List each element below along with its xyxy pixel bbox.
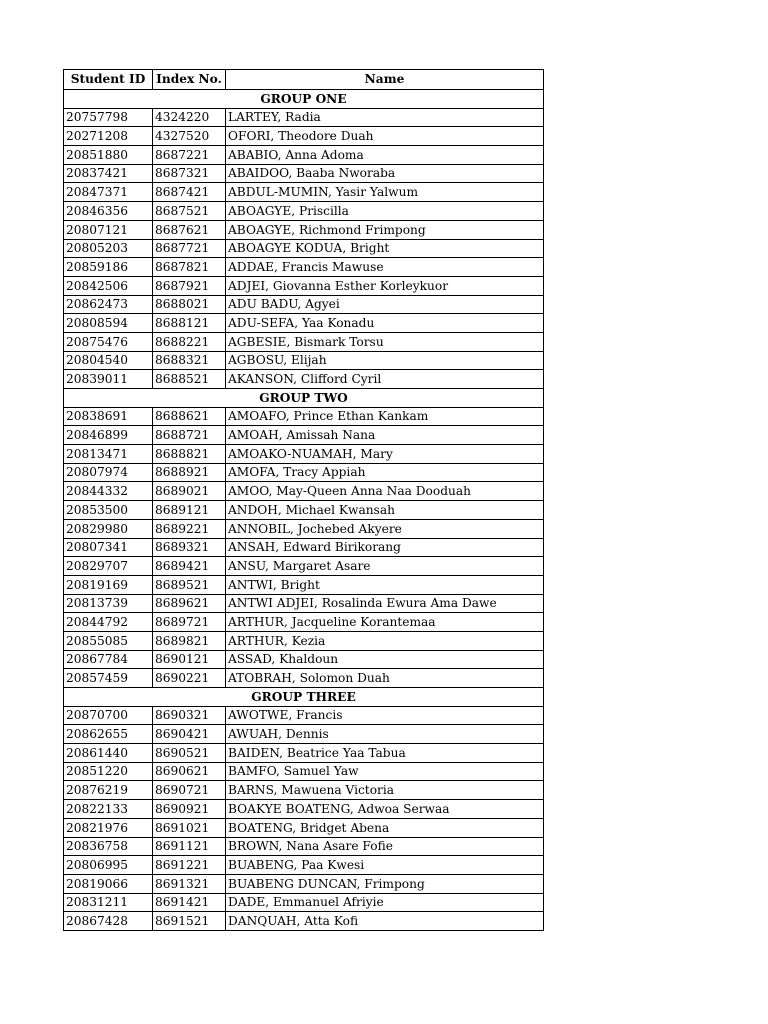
student-id-cell: 20819169 bbox=[64, 575, 153, 594]
index-no-cell: 8689521 bbox=[153, 575, 226, 594]
name-cell: ABAIDOO, Baaba Nworaba bbox=[226, 164, 544, 183]
student-id-cell: 20836758 bbox=[64, 837, 153, 856]
table-row bbox=[64, 164, 544, 183]
table-row bbox=[64, 108, 544, 127]
index-no-cell: 8687621 bbox=[153, 220, 226, 239]
name-cell: ANSAH, Edward Birikorang bbox=[226, 538, 544, 557]
name-cell: AGBOSU, Elijah bbox=[226, 351, 544, 370]
table-row bbox=[64, 314, 544, 333]
student-id-cell: 20859186 bbox=[64, 258, 153, 277]
name-cell: DANQUAH, Atta Kofi bbox=[226, 912, 544, 931]
name-cell: ARTHUR, Kezia bbox=[226, 631, 544, 650]
index-no-cell: 4327520 bbox=[153, 127, 226, 146]
name-cell: AGBESIE, Bismark Torsu bbox=[226, 332, 544, 351]
table-row bbox=[64, 370, 544, 389]
index-no-cell: 8688521 bbox=[153, 370, 226, 389]
student-id-cell: 20846899 bbox=[64, 426, 153, 445]
student-id-cell: 20862655 bbox=[64, 725, 153, 744]
table-row bbox=[64, 220, 544, 239]
table-row bbox=[64, 501, 544, 520]
table-row bbox=[64, 276, 544, 295]
index-no-cell: 8688321 bbox=[153, 351, 226, 370]
index-no-cell: 8691521 bbox=[153, 912, 226, 931]
student-id-cell: 20844332 bbox=[64, 482, 153, 501]
table-row bbox=[64, 519, 544, 538]
student-id-cell: 20876219 bbox=[64, 781, 153, 800]
student-id-cell: 20757798 bbox=[64, 108, 153, 127]
index-no-cell: 8687421 bbox=[153, 183, 226, 202]
student-id-cell: 20831211 bbox=[64, 893, 153, 912]
name-cell: AMOFA, Tracy Appiah bbox=[226, 463, 544, 482]
table-row bbox=[64, 463, 544, 482]
name-cell: AKANSON, Clifford Cyril bbox=[226, 370, 544, 389]
table-row bbox=[64, 426, 544, 445]
student-id-cell: 20851880 bbox=[64, 146, 153, 165]
index-no-cell: 8689121 bbox=[153, 501, 226, 520]
name-cell: DADE, Emmanuel Afriyie bbox=[226, 893, 544, 912]
student-id-cell: 20837421 bbox=[64, 164, 153, 183]
index-no-cell: 8691421 bbox=[153, 893, 226, 912]
name-cell: BUABENG, Paa Kwesi bbox=[226, 856, 544, 875]
group-title: GROUP THREE bbox=[64, 688, 544, 707]
student-id-cell: 20867428 bbox=[64, 912, 153, 931]
index-no-cell: 8690221 bbox=[153, 669, 226, 688]
index-no-cell: 8689821 bbox=[153, 631, 226, 650]
table-row bbox=[64, 650, 544, 669]
group-header-row bbox=[64, 389, 544, 408]
name-cell: ADU-SEFA, Yaa Konadu bbox=[226, 314, 544, 333]
name-cell: ABOAGYE, Priscilla bbox=[226, 202, 544, 221]
student-id-cell: 20821976 bbox=[64, 818, 153, 837]
student-id-cell: 20813739 bbox=[64, 594, 153, 613]
name-cell: ANTWI ADJEI, Rosalinda Ewura Ama Dawe bbox=[226, 594, 544, 613]
index-no-cell: 8688621 bbox=[153, 407, 226, 426]
table-row bbox=[64, 127, 544, 146]
index-no-cell: 8688821 bbox=[153, 445, 226, 464]
student-id-cell: 20838691 bbox=[64, 407, 153, 426]
index-no-cell: 8691021 bbox=[153, 818, 226, 837]
table-row bbox=[64, 893, 544, 912]
index-no-cell: 8690121 bbox=[153, 650, 226, 669]
name-cell: BAIDEN, Beatrice Yaa Tabua bbox=[226, 744, 544, 763]
student-id-cell: 20822133 bbox=[64, 800, 153, 819]
name-cell: ADU BADU, Agyei bbox=[226, 295, 544, 314]
index-no-cell: 8689721 bbox=[153, 613, 226, 632]
table-body bbox=[64, 90, 544, 931]
name-cell: ANTWI, Bright bbox=[226, 575, 544, 594]
student-id-cell: 20867784 bbox=[64, 650, 153, 669]
index-no-cell: 8687721 bbox=[153, 239, 226, 258]
table-row bbox=[64, 706, 544, 725]
header-row bbox=[64, 70, 544, 90]
index-no-cell: 8690921 bbox=[153, 800, 226, 819]
student-id-cell: 20271208 bbox=[64, 127, 153, 146]
index-no-cell: 8688221 bbox=[153, 332, 226, 351]
table-row bbox=[64, 538, 544, 557]
student-id-cell: 20813471 bbox=[64, 445, 153, 464]
student-id-cell: 20875476 bbox=[64, 332, 153, 351]
name-cell: ADDAE, Francis Mawuse bbox=[226, 258, 544, 277]
student-id-cell: 20804540 bbox=[64, 351, 153, 370]
table-row bbox=[64, 258, 544, 277]
table-row bbox=[64, 744, 544, 763]
student-id-cell: 20806995 bbox=[64, 856, 153, 875]
table-row bbox=[64, 594, 544, 613]
student-id-cell: 20807974 bbox=[64, 463, 153, 482]
name-cell: ADJEI, Giovanna Esther Korleykuor bbox=[226, 276, 544, 295]
index-no-cell: 8687521 bbox=[153, 202, 226, 221]
student-id-cell: 20847371 bbox=[64, 183, 153, 202]
name-cell: AMOO, May-Queen Anna Naa Dooduah bbox=[226, 482, 544, 501]
name-cell: BUABENG DUNCAN, Frimpong bbox=[226, 874, 544, 893]
index-no-cell: 8687921 bbox=[153, 276, 226, 295]
student-id-cell: 20861440 bbox=[64, 744, 153, 763]
table-row bbox=[64, 575, 544, 594]
name-cell: AMOAFO, Prince Ethan Kankam bbox=[226, 407, 544, 426]
index-no-cell: 8691121 bbox=[153, 837, 226, 856]
name-cell: ABDUL-MUMIN, Yasir Yalwum bbox=[226, 183, 544, 202]
index-no-cell: 8688021 bbox=[153, 295, 226, 314]
name-cell: ANSU, Margaret Asare bbox=[226, 557, 544, 576]
name-cell: ATOBRAH, Solomon Duah bbox=[226, 669, 544, 688]
table-row bbox=[64, 202, 544, 221]
table-row bbox=[64, 613, 544, 632]
name-cell: AWOTWE, Francis bbox=[226, 706, 544, 725]
name-header: Name bbox=[226, 70, 544, 90]
index-no-cell: 8690421 bbox=[153, 725, 226, 744]
index-no-cell: 8690721 bbox=[153, 781, 226, 800]
index-no-cell: 8688721 bbox=[153, 426, 226, 445]
name-cell: OFORI, Theodore Duah bbox=[226, 127, 544, 146]
table-row bbox=[64, 295, 544, 314]
table-row bbox=[64, 874, 544, 893]
name-cell: BOATENG, Bridget Abena bbox=[226, 818, 544, 837]
index-no-cell: 8689621 bbox=[153, 594, 226, 613]
student-id-cell: 20807341 bbox=[64, 538, 153, 557]
name-cell: ASSAD, Khaldoun bbox=[226, 650, 544, 669]
table-row bbox=[64, 332, 544, 351]
index-no-cell: 8690321 bbox=[153, 706, 226, 725]
table-row bbox=[64, 557, 544, 576]
student-group-table bbox=[63, 69, 544, 931]
name-cell: BOAKYE BOATENG, Adwoa Serwaa bbox=[226, 800, 544, 819]
name-cell: BROWN, Nana Asare Fofie bbox=[226, 837, 544, 856]
student-id-cell: 20808594 bbox=[64, 314, 153, 333]
index-no-cell: 8687321 bbox=[153, 164, 226, 183]
index-no-cell: 8690521 bbox=[153, 744, 226, 763]
group-header-row bbox=[64, 90, 544, 109]
name-cell: ARTHUR, Jacqueline Korantemaa bbox=[226, 613, 544, 632]
student-id-cell: 20862473 bbox=[64, 295, 153, 314]
table-row bbox=[64, 912, 544, 931]
name-cell: ANDOH, Michael Kwansah bbox=[226, 501, 544, 520]
name-cell: AWUAH, Dennis bbox=[226, 725, 544, 744]
table-row bbox=[64, 482, 544, 501]
student-id-cell: 20846356 bbox=[64, 202, 153, 221]
table-row bbox=[64, 445, 544, 464]
index-no-cell: 8691321 bbox=[153, 874, 226, 893]
student-id-cell: 20853500 bbox=[64, 501, 153, 520]
student-id-cell: 20807121 bbox=[64, 220, 153, 239]
index-no-cell: 8689421 bbox=[153, 557, 226, 576]
student-id-cell: 20844792 bbox=[64, 613, 153, 632]
index-no-cell: 8690621 bbox=[153, 762, 226, 781]
index-no-cell: 8689021 bbox=[153, 482, 226, 501]
table-row bbox=[64, 762, 544, 781]
name-cell: ABOAGYE, Richmond Frimpong bbox=[226, 220, 544, 239]
group-header-row bbox=[64, 688, 544, 707]
name-cell: AMOAKO-NUAMAH, Mary bbox=[226, 445, 544, 464]
index-no-cell: 8687821 bbox=[153, 258, 226, 277]
student-id-cell: 20819066 bbox=[64, 874, 153, 893]
student-id-cell: 20857459 bbox=[64, 669, 153, 688]
name-cell: AMOAH, Amissah Nana bbox=[226, 426, 544, 445]
student-id-cell: 20870700 bbox=[64, 706, 153, 725]
student-id-header: Student ID bbox=[64, 70, 153, 90]
group-title: GROUP TWO bbox=[64, 389, 544, 408]
name-cell: LARTEY, Radia bbox=[226, 108, 544, 127]
index-no-header: Index No. bbox=[153, 70, 226, 90]
index-no-cell: 8688121 bbox=[153, 314, 226, 333]
index-no-cell: 8689321 bbox=[153, 538, 226, 557]
table-row bbox=[64, 631, 544, 650]
student-id-cell: 20842506 bbox=[64, 276, 153, 295]
index-no-cell: 8691221 bbox=[153, 856, 226, 875]
student-id-cell: 20855085 bbox=[64, 631, 153, 650]
table-row bbox=[64, 800, 544, 819]
name-cell: ANNOBIL, Jochebed Akyere bbox=[226, 519, 544, 538]
student-id-cell: 20805203 bbox=[64, 239, 153, 258]
table-row bbox=[64, 781, 544, 800]
table-row bbox=[64, 856, 544, 875]
student-id-cell: 20851220 bbox=[64, 762, 153, 781]
table-row bbox=[64, 239, 544, 258]
table-row bbox=[64, 669, 544, 688]
table-row bbox=[64, 407, 544, 426]
index-no-cell: 8689221 bbox=[153, 519, 226, 538]
name-cell: ABOAGYE KODUA, Bright bbox=[226, 239, 544, 258]
table-row bbox=[64, 351, 544, 370]
table-row bbox=[64, 818, 544, 837]
student-id-cell: 20839011 bbox=[64, 370, 153, 389]
index-no-cell: 4324220 bbox=[153, 108, 226, 127]
group-title: GROUP ONE bbox=[64, 90, 544, 109]
name-cell: BARNS, Mawuena Victoria bbox=[226, 781, 544, 800]
table-row bbox=[64, 183, 544, 202]
student-id-cell: 20829707 bbox=[64, 557, 153, 576]
table-row bbox=[64, 146, 544, 165]
index-no-cell: 8688921 bbox=[153, 463, 226, 482]
name-cell: BAMFO, Samuel Yaw bbox=[226, 762, 544, 781]
table-row bbox=[64, 837, 544, 856]
index-no-cell: 8687221 bbox=[153, 146, 226, 165]
table-row bbox=[64, 725, 544, 744]
name-cell: ABABIO, Anna Adoma bbox=[226, 146, 544, 165]
student-id-cell: 20829980 bbox=[64, 519, 153, 538]
